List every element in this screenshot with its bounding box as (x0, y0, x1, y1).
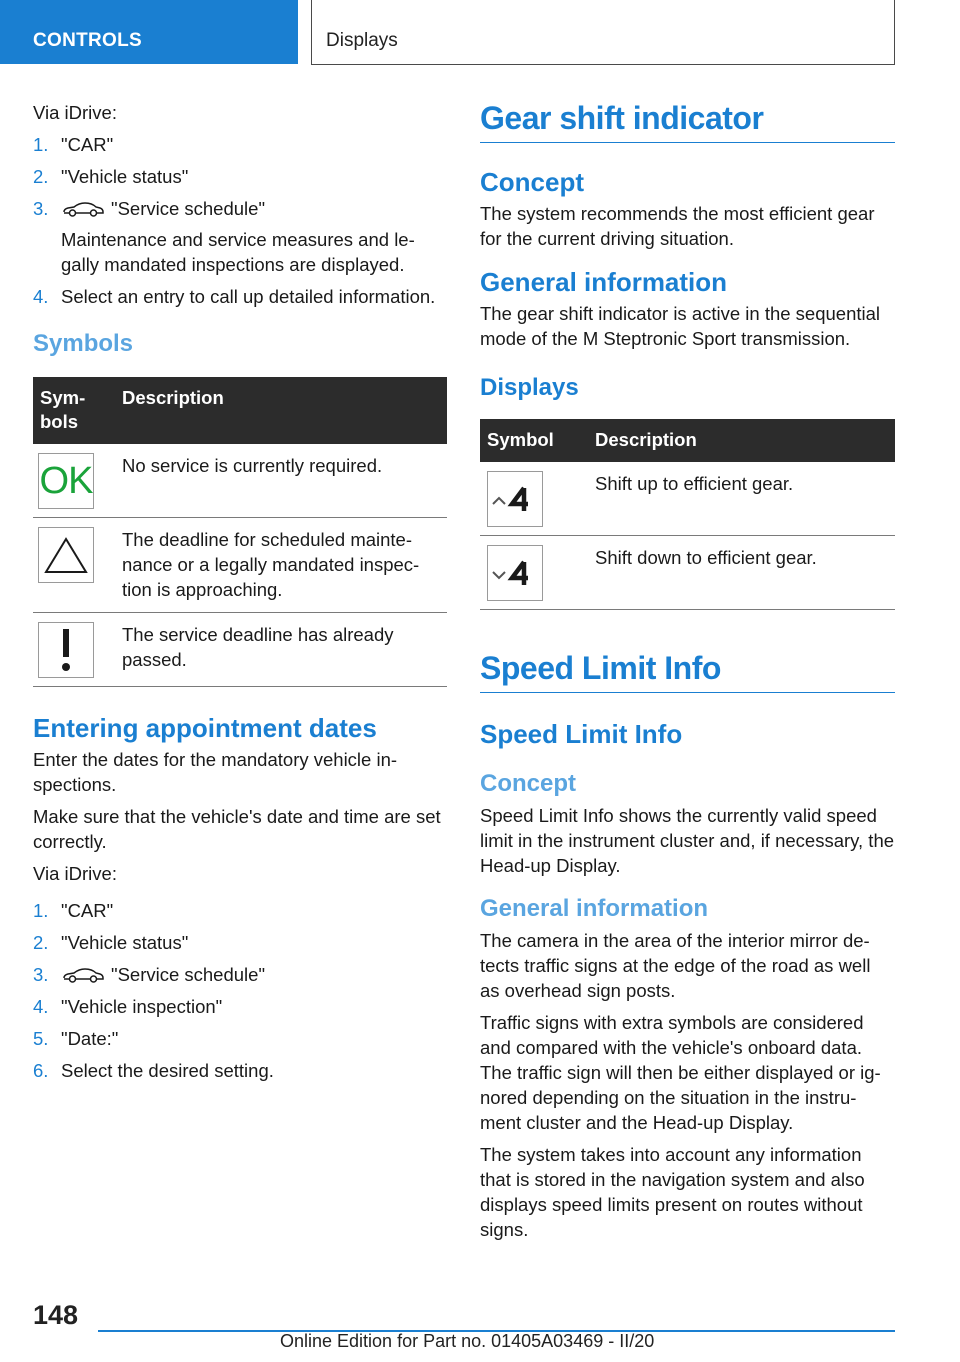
header-chapter-box (311, 0, 895, 65)
table-row (480, 536, 895, 610)
table-header-symbols: Sym-bols (33, 377, 115, 444)
list-item (33, 132, 447, 157)
step-number: 1. (33, 900, 49, 921)
appointment-steps (33, 898, 447, 1083)
ok-icon: OK (38, 453, 94, 509)
list-item (33, 962, 447, 987)
sli-concept-heading: Concept (480, 770, 576, 797)
list-item (33, 1058, 447, 1083)
list-item (33, 196, 447, 277)
car-icon (61, 200, 105, 218)
list-item (33, 898, 447, 923)
speed-limit-info-heading: Speed Limit Info (480, 650, 895, 693)
symbol-description: The service deadline has already passed. (115, 613, 447, 687)
warning-triangle-icon (38, 527, 94, 583)
shift-down-icon (487, 545, 543, 601)
symbol-description: The deadline for scheduled mainte-nance or a legally mandated inspec-tion is approaching. (115, 518, 447, 613)
step-number: 4. (33, 996, 49, 1017)
paragraph: Traffic signs with extra symbols are considered and compared with the vehicle's onboard data. The traffic sign will then be either displayed or ig-nored depending on the situation in the instru-ment cluster and the Head-up Display. (480, 1012, 881, 1133)
list-item (33, 994, 447, 1019)
symbols-heading: Symbols (33, 330, 134, 357)
paragraph: The system takes into account any information that is stored in the navigation system and also displays speed limits present on routes without signs. (480, 1144, 865, 1240)
step-number: 1. (33, 134, 49, 155)
left-column (33, 100, 447, 1093)
list-item (33, 284, 447, 309)
symbol-description: Shift up to efficient gear. (588, 462, 895, 536)
paragraph: The system recommends the most efficient gear for the current driving situation. (480, 203, 875, 249)
table-row (480, 462, 895, 536)
step-number: 5. (33, 1028, 49, 1049)
step-text: "CAR" (61, 900, 114, 921)
step-text: "Service schedule" (111, 198, 266, 219)
exclamation-icon (38, 622, 94, 678)
via-idrive-label: Via iDrive: (33, 863, 117, 884)
paragraph: The gear shift indicator is active in the sequential mode of the M Steptronic Sport transmission. (480, 303, 881, 349)
gear-displays-table (480, 419, 895, 610)
table-header-symbol: Symbol (480, 419, 588, 462)
right-column (480, 100, 895, 1249)
gear-shift-indicator-heading: Gear shift indicator (480, 100, 895, 143)
header-section-tab (0, 0, 298, 64)
header-chapter-label: Displays (326, 30, 398, 51)
table-header-description: Description (115, 377, 447, 444)
appointment-dates-heading: Entering appointment dates (33, 713, 377, 743)
speed-limit-info-subheading: Speed Limit Info (480, 719, 683, 749)
list-item (33, 1026, 447, 1051)
step-number: 6. (33, 1060, 49, 1081)
table-row (33, 518, 447, 613)
step-text: "CAR" (61, 134, 114, 155)
step-number: 3. (33, 964, 49, 985)
step-number: 2. (33, 166, 49, 187)
paragraph: Speed Limit Info shows the currently valid speed limit in the instrument cluster and, if necessary, the Head-up Display. (480, 805, 895, 876)
displays-heading: Displays (480, 374, 579, 401)
via-idrive-label: Via iDrive: (33, 102, 117, 123)
step-text: "Date:" (61, 1028, 119, 1049)
symbol-description: Shift down to efficient gear. (588, 536, 895, 610)
car-icon (61, 966, 105, 984)
paragraph: Make sure that the vehicle's date and time are set correctly. (33, 806, 441, 852)
step-text: "Vehicle status" (61, 932, 189, 953)
footer-edition-text: Online Edition for Part no. 01405A03469 - II/20 (280, 1331, 655, 1351)
table-row (33, 613, 447, 687)
general-information-heading: General information (480, 267, 728, 297)
step-number: 2. (33, 932, 49, 953)
step-number: 4. (33, 286, 49, 307)
paragraph: The camera in the area of the interior mirror de-tects traffic signs at the edge of the road as well as overhead sign posts. (480, 930, 871, 1001)
list-item (33, 164, 447, 189)
step-text: Select the desired setting. (61, 1060, 274, 1081)
step-text: Select an entry to call up detailed information. (61, 286, 436, 307)
step-subtext: Maintenance and service measures and le-gally mandated inspections are displayed. (61, 229, 415, 275)
table-header-description: Description (588, 419, 895, 462)
table-row (33, 444, 447, 518)
service-symbols-table (33, 377, 447, 687)
service-schedule-steps (33, 132, 447, 309)
list-item (33, 930, 447, 955)
step-number: 3. (33, 198, 49, 219)
page-number: 148 (33, 1300, 79, 1330)
concept-heading: Concept (480, 167, 584, 197)
symbol-description: No service is currently required. (115, 444, 447, 518)
step-text: "Vehicle status" (61, 166, 189, 187)
sli-general-information-heading: General information (480, 895, 709, 922)
step-text: "Service schedule" (111, 964, 266, 985)
header-section-label: CONTROLS (33, 30, 143, 51)
shift-up-icon (487, 471, 543, 527)
paragraph: Enter the dates for the mandatory vehicle in-spections. (33, 749, 398, 795)
step-text: "Vehicle inspection" (61, 996, 223, 1017)
